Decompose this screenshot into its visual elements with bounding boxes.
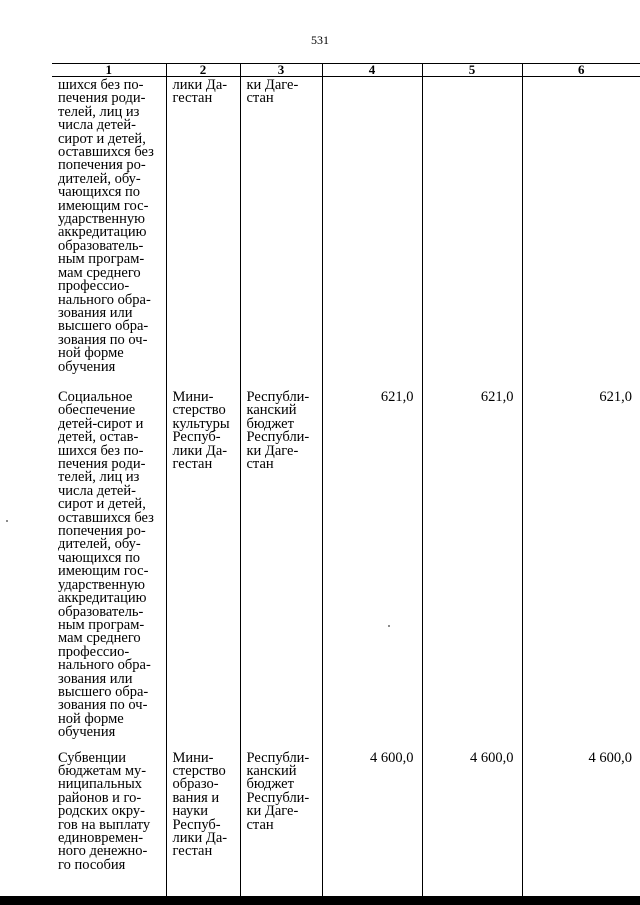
header-row <box>52 64 640 77</box>
cell-description: Субвенции бюджетам му- ниципальных районов и го- родских окру- гов на выплату единовремен- ного денежно- го пособия <box>58 749 151 873</box>
cell-amount-col5: 4 600,0 <box>422 740 522 900</box>
scan-edge-bar <box>0 896 640 905</box>
cell-budget-source: ки Даге- стан <box>240 77 322 380</box>
cell-budget-source: Республи- канский бюджет Республи- ки Даге- стан <box>240 379 322 740</box>
table-row <box>52 77 640 380</box>
scan-speck <box>6 520 8 522</box>
cell-ministry: Мини- стерство культуры Респуб- лики Да- гестан <box>166 379 240 740</box>
cell-ministry: Мини- стерство образо- вания и науки Респуб- лики Да- гестан <box>166 740 240 900</box>
budget-table <box>52 63 640 900</box>
cell-amount-col5 <box>422 77 522 380</box>
header-col-1: 1 <box>52 64 166 77</box>
cell-amount-col6 <box>522 77 640 380</box>
header-col-4: 4 <box>322 64 422 77</box>
header-col-3: 3 <box>240 64 322 77</box>
cell-description: Социальное обеспечение детей-сирот и детей, остав- шихся без по- печения роди- телей, лиц из числа детей- сирот и детей, оставшихся без попечения ро- дителей, обу- чающихся по имеющим гос- ударственную аккредитацию образователь- ным програм- мам среднего профессио- нального обра- зования или высшего обра- зования по оч- ной форме обучения <box>58 389 154 741</box>
cell-amount-col6: 621,0 <box>522 379 640 740</box>
scan-speck <box>388 625 390 627</box>
cell-amount-col4: 621,0 <box>322 379 422 740</box>
table-row <box>52 740 640 900</box>
cell-amount-col5: 621,0 <box>422 379 522 740</box>
cell-description: шихся без по- печения роди- телей, лиц из числа детей- сирот и детей, оставшихся без попечения ро- дителей, обу- чающихся по имеющим гос- ударственную аккредитацию образователь- ным програм- мам среднего профессио- нального обра- зования или высшего обра- зования по оч- ной форме обучения <box>58 77 154 375</box>
cell-amount-col4: 4 600,0 <box>322 740 422 900</box>
cell-amount-col6: 4 600,0 <box>522 740 640 900</box>
table-body <box>52 77 640 900</box>
cell-budget-source: Республи- канский бюджет Республи- ки Даге- стан <box>240 740 322 900</box>
header-col-6: 6 <box>522 64 640 77</box>
header-col-2: 2 <box>166 64 240 77</box>
page-number: 531 <box>311 33 329 47</box>
cell-amount-col4 <box>322 77 422 380</box>
table-row <box>52 379 640 740</box>
header-col-5: 5 <box>422 64 522 77</box>
table-header <box>52 64 640 77</box>
cell-ministry: лики Да- гестан <box>166 77 240 380</box>
